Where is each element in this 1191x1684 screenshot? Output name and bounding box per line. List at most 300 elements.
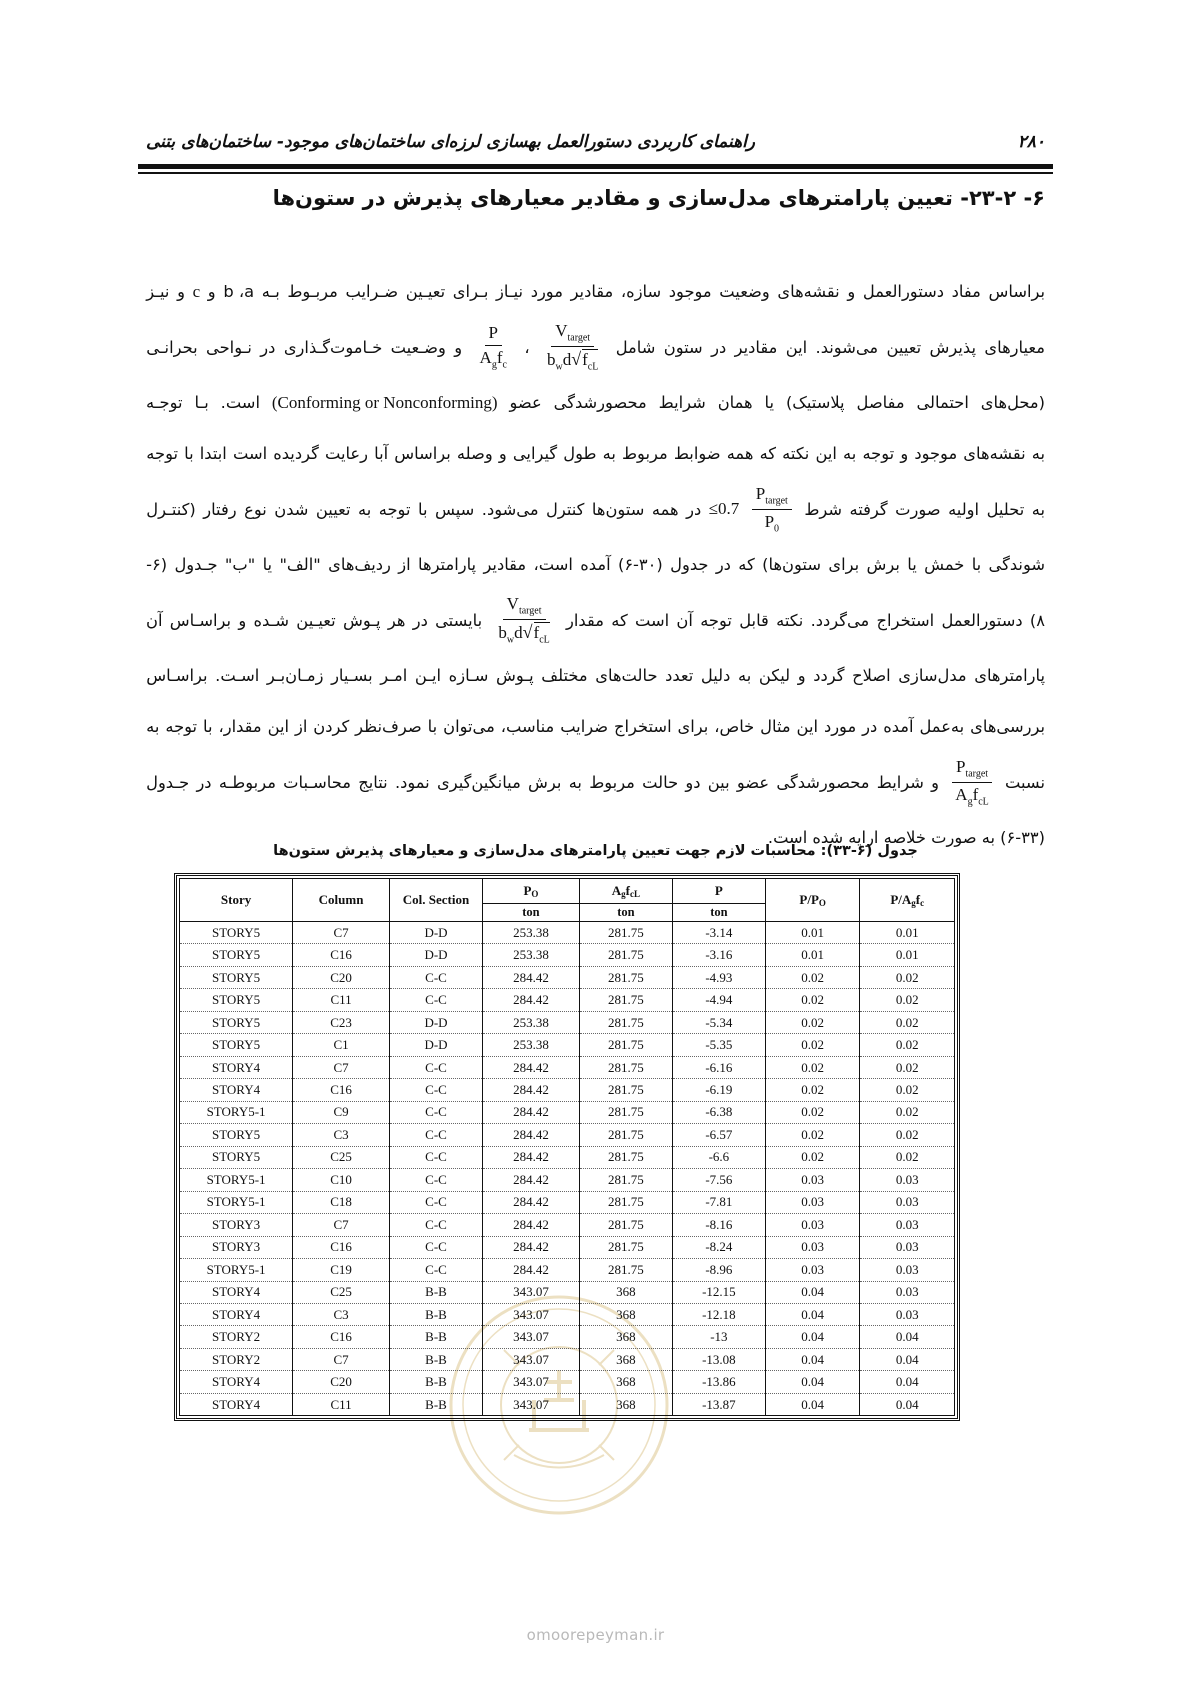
cell-p-agfc: 0.03 (860, 1169, 955, 1191)
word: شرایط (876, 772, 924, 792)
cell-col-section: C-C (390, 1079, 483, 1101)
word: توجه (700, 610, 732, 630)
word: توجه (165, 717, 198, 736)
cell-story: STORY4 (180, 1303, 293, 1325)
word: جـدول (146, 772, 190, 792)
cell-story: STORY5 (180, 1034, 293, 1056)
word: است. (220, 393, 260, 412)
unit-agfcl: ton (579, 903, 672, 921)
cell-column: C7 (293, 1056, 390, 1078)
table-row (180, 1236, 955, 1258)
word: صورت (895, 499, 941, 519)
book-title: راهنمای کاربردی دستورالعمل بهسازی لرزه‌ای ساختمان‌های موجود- ساختمان‌های بتنی (146, 132, 756, 152)
word: مربوطـه (218, 772, 276, 792)
word: آبا (374, 444, 389, 463)
word: محصورشدگی (553, 393, 647, 412)
word: بایستی (435, 610, 483, 630)
word: شامل (615, 337, 656, 357)
cell-col-section: D-D (390, 944, 483, 966)
word: یا (907, 555, 917, 574)
word: عضو (509, 393, 542, 412)
word: اسـت. (215, 666, 260, 685)
word: ضرایب (560, 717, 609, 736)
cell-p-po: 0.04 (765, 1326, 860, 1348)
cell-agfcl: 281.75 (579, 966, 672, 988)
word: جدول (670, 555, 709, 574)
fraction-v-target: $\frac{V_{target}}{b_wd√f_{cL}}$ (546, 321, 599, 373)
cell-p: -13 (672, 1326, 765, 1348)
cell-col-section: C-C (390, 1056, 483, 1078)
cell-p: -6.6 (672, 1146, 765, 1168)
text-line (146, 701, 1045, 752)
cell-po: 284.42 (483, 1259, 580, 1281)
word: محصورشدگی (776, 772, 870, 792)
cell-p-po: 0.02 (765, 966, 860, 988)
word: در (686, 499, 702, 519)
word: نتایج (358, 772, 388, 792)
cell-column: C16 (293, 944, 390, 966)
word: مفاصل (856, 393, 905, 412)
cell-p: -8.24 (672, 1236, 765, 1258)
cell-col-section: C-C (390, 1169, 483, 1191)
cell-col-section: C-C (390, 1124, 483, 1146)
word: گیرایی (512, 444, 558, 463)
word: مقادیر (734, 337, 778, 357)
body-paragraph (146, 266, 1045, 863)
cell-po: 253.38 (483, 1034, 580, 1056)
cell-column: C9 (293, 1101, 390, 1123)
cell-agfcl: 281.75 (579, 1191, 672, 1213)
unit-po: ton (483, 903, 580, 921)
word: شرط (804, 499, 843, 519)
word: می‌شود. (481, 499, 539, 519)
cell-col-section: C-C (390, 1259, 483, 1281)
cell-p-po: 0.04 (765, 1393, 860, 1415)
word: گردد (813, 666, 845, 685)
word: دستورالعمل (941, 610, 1023, 630)
cell-story: STORY4 (180, 1393, 293, 1415)
cell-po: 343.07 (483, 1371, 580, 1393)
word: به (602, 444, 616, 463)
table-row (180, 966, 955, 988)
cell-p: -6.19 (672, 1079, 765, 1101)
table-row (180, 944, 955, 966)
word: تعیین (886, 337, 922, 357)
text-line (146, 479, 1045, 539)
word: به‌عمل (919, 717, 965, 736)
word: یا (764, 393, 775, 412)
header-story: Story (180, 879, 293, 922)
cell-agfcl: 281.75 (579, 1146, 672, 1168)
word: اصلاح (852, 666, 891, 685)
word: نوع (244, 499, 267, 519)
comma: ، (524, 337, 530, 357)
cell-column: C3 (293, 1124, 390, 1146)
text-line (146, 752, 1045, 812)
word: نکته (776, 610, 804, 630)
cell-po: 253.38 (483, 1011, 580, 1033)
table-row (180, 1348, 955, 1370)
cell-story: STORY4 (180, 1281, 293, 1303)
word: (۶-۳۰) (617, 555, 663, 574)
cell-p: -13.86 (672, 1371, 765, 1393)
cell-p-agfc: 0.02 (860, 1101, 955, 1123)
word: ردیف‌های (328, 555, 391, 574)
word: ابتدا (199, 444, 227, 463)
cell-p: -5.34 (672, 1011, 765, 1033)
word: بین (707, 772, 730, 792)
cell-agfcl: 281.75 (579, 1236, 672, 1258)
word: و (207, 282, 216, 301)
word: توجه (378, 499, 411, 519)
word: با (203, 717, 213, 736)
table-row (180, 1011, 955, 1033)
cell-column: C7 (293, 1348, 390, 1370)
word: مدل‌سازی (898, 666, 967, 685)
word: یا (262, 555, 273, 574)
word: کردن (313, 717, 350, 736)
header-p-agfc: $P/A_gf_c$ (860, 879, 955, 922)
word: این (785, 337, 808, 357)
word: با (427, 717, 438, 736)
cell-po: 343.07 (483, 1303, 580, 1325)
cell-p-po: 0.04 (765, 1281, 860, 1303)
cell-story: STORY5-1 (180, 1259, 293, 1281)
cell-po: 284.42 (483, 966, 580, 988)
word: شرایط (658, 393, 706, 412)
cell-po: 284.42 (483, 1214, 580, 1236)
word: توجـه (146, 393, 183, 412)
word: این (796, 717, 818, 736)
word: مربوط (589, 772, 635, 792)
word: بحرانـی (146, 337, 198, 357)
cell-col-section: D-D (390, 1034, 483, 1056)
cell-p-agfc: 0.02 (860, 989, 955, 1011)
word: هر (387, 610, 406, 630)
word: با (417, 499, 428, 519)
word: بـه (261, 282, 280, 301)
cell-column: C11 (293, 1393, 390, 1415)
cell-p: -8.96 (672, 1259, 765, 1281)
cell-p-po: 0.02 (765, 1011, 860, 1033)
word: و (797, 666, 806, 685)
cell-agfcl: 281.75 (579, 1169, 672, 1191)
word: می‌گردد. (810, 610, 870, 630)
word: همه (726, 444, 754, 463)
word: است، (533, 555, 573, 574)
table-row (180, 989, 955, 1011)
word: مقادیر (570, 282, 614, 301)
word: برش (528, 772, 562, 792)
word: می‌شوند. (815, 337, 879, 357)
word: ستون‌ها) (762, 555, 821, 574)
word: شوندگی (988, 555, 1045, 574)
word: براسـاس (146, 666, 208, 685)
word: نسبت (1005, 772, 1045, 792)
cell-agfcl: 281.75 (579, 922, 672, 944)
word: محاسـبات (283, 772, 351, 792)
cell-p: -12.15 (672, 1281, 765, 1303)
page-number: ۲۸۰ (1017, 132, 1045, 152)
cell-p: -5.35 (672, 1034, 765, 1056)
cell-story: STORY5 (180, 989, 293, 1011)
word: مورد (823, 717, 857, 736)
word: از (294, 717, 308, 736)
word: "الف" (279, 555, 321, 574)
word: تعیـین (405, 282, 446, 301)
word: برای (677, 717, 709, 736)
cell-col-section: D-D (390, 1011, 483, 1033)
word: تعیین (315, 499, 351, 519)
word: و (900, 444, 909, 463)
cell-p-agfc: 0.03 (860, 1303, 955, 1325)
word: براساس (988, 282, 1045, 301)
word: (محل‌های (980, 393, 1045, 412)
cell-agfcl: 281.75 (579, 1101, 672, 1123)
word: ضـرایب (345, 282, 399, 301)
word: امـر (380, 666, 408, 685)
cell-story: STORY5 (180, 1146, 293, 1168)
cell-story: STORY4 (180, 1056, 293, 1078)
header-agfcl: $A_gf_{cL}$ (579, 879, 672, 904)
fraction-v-target: $\frac{V_{target}}{b_wd√f_{cL}}$ (498, 594, 550, 646)
word: در (196, 772, 212, 792)
word: رعایت (324, 444, 369, 463)
table-body (180, 922, 955, 1416)
cell-p-agfc: 0.01 (860, 922, 955, 944)
word: سپس (434, 499, 475, 519)
cell-p: -12.18 (672, 1303, 765, 1325)
word: دو (685, 772, 701, 792)
word: پارامترها (418, 555, 477, 574)
table-row (180, 1169, 955, 1191)
cell-agfcl: 281.75 (579, 1011, 672, 1033)
word: در (412, 610, 428, 630)
word: که (611, 610, 628, 630)
word: رفتار (203, 499, 237, 519)
cell-column: C7 (293, 922, 390, 944)
word: قابل (739, 610, 769, 630)
cell-p-po: 0.01 (765, 922, 860, 944)
cell-p-agfc: 0.03 (860, 1236, 955, 1258)
cell-column: C20 (293, 966, 390, 988)
word: با (184, 444, 194, 463)
word: موجود (668, 282, 712, 301)
cell-po: 284.42 (483, 1146, 580, 1168)
cell-col-section: C-C (390, 1101, 483, 1123)
table-row (180, 922, 955, 944)
cell-po: 284.42 (483, 1056, 580, 1078)
cell-p: -13.87 (672, 1393, 765, 1415)
word: ستون (663, 337, 703, 357)
word: در (260, 337, 276, 357)
cell-p-agfc: 0.03 (860, 1259, 955, 1281)
cell-p: -3.16 (672, 944, 765, 966)
table-row (180, 1079, 955, 1101)
cell-p-po: 0.02 (765, 989, 860, 1011)
cell-p-po: 0.02 (765, 1034, 860, 1056)
word: ۸) (1029, 610, 1045, 630)
word: نـواحی (206, 337, 252, 357)
word: پذیرش (929, 337, 976, 357)
word: ستون‌ها (591, 499, 645, 519)
cell-agfcl: 281.75 (579, 1079, 672, 1101)
word: خمش (924, 555, 965, 574)
cell-p-po: 0.04 (765, 1303, 860, 1325)
cell-agfcl: 281.75 (579, 1214, 672, 1236)
cell-story: STORY3 (180, 1236, 293, 1258)
text-line (146, 590, 1045, 650)
cell-p-po: 0.02 (765, 1146, 860, 1168)
cell-p-po: 0.04 (765, 1371, 860, 1393)
cell-po: 284.42 (483, 1191, 580, 1213)
cell-p-agfc: 0.02 (860, 966, 955, 988)
word: پلاستیک) (785, 393, 845, 412)
word: در (862, 717, 878, 736)
word: لیکن (758, 666, 791, 685)
cell-agfcl: 368 (579, 1371, 672, 1393)
word: مفاد (951, 282, 981, 301)
cell-p-po: 0.02 (765, 1124, 860, 1146)
cell-po: 284.42 (483, 1124, 580, 1146)
cell-column: C25 (293, 1281, 390, 1303)
word: پارامترهای (974, 666, 1045, 685)
word: استخراج (613, 717, 672, 736)
word: نقشه‌های (963, 444, 1026, 463)
word: سـازه (448, 666, 489, 685)
cell-column: C11 (293, 989, 390, 1011)
cell-agfcl: 368 (579, 1281, 672, 1303)
data-table-frame (174, 873, 960, 1421)
cell-p: -7.56 (672, 1169, 765, 1191)
table-row (180, 1259, 955, 1281)
header-po: $P_O$ (483, 879, 580, 904)
cell-col-section: B-B (390, 1371, 483, 1393)
cell-p: -4.93 (672, 966, 765, 988)
cell-p-po: 0.03 (765, 1259, 860, 1281)
word: مختلف (541, 666, 588, 685)
cell-column: C1 (293, 1034, 390, 1056)
cell-agfcl: 368 (579, 1326, 672, 1348)
cell-p-agfc: 0.02 (860, 1146, 955, 1168)
cell-p-agfc: 0.02 (860, 1034, 955, 1056)
cell-story: STORY3 (180, 1214, 293, 1236)
table-row (180, 1371, 955, 1393)
table-row (180, 1146, 955, 1168)
cell-p-po: 0.02 (765, 1079, 860, 1101)
cell-agfcl: 281.75 (579, 1124, 672, 1146)
word: ایـن (414, 666, 442, 685)
word: خـاموت‌گـذاری (283, 337, 383, 357)
header-col-section: Col. Section (390, 879, 483, 922)
cell-column: C19 (293, 1259, 390, 1281)
word: تحلیل (986, 499, 1025, 519)
cell-agfcl: 281.75 (579, 944, 672, 966)
word: زمـان‌بـر (266, 666, 324, 685)
text-line (146, 266, 1045, 317)
table-row (180, 1281, 955, 1303)
word: نمود. (394, 772, 430, 792)
cell-po: 284.42 (483, 1079, 580, 1101)
word: دلیل (700, 666, 731, 685)
word: گرفته (849, 499, 888, 519)
fraction-p-target-agfcl: $\frac{P_{target}}{A_gf_{cL}}$ (951, 757, 993, 808)
cell-po: 253.38 (483, 922, 580, 944)
word: و (847, 282, 856, 301)
word: کنترل (546, 499, 585, 519)
word: طول (563, 444, 597, 463)
cell-p-po: 0.03 (765, 1169, 860, 1191)
header-p-po: $P/P_O$ (765, 879, 860, 922)
word: است (232, 444, 268, 463)
word: شـده (253, 610, 290, 630)
cell-p-agfc: 0.03 (860, 1281, 955, 1303)
cell-p: -4.94 (672, 989, 765, 1011)
word: و (498, 444, 507, 463)
word: برای (828, 555, 860, 574)
text-line (146, 377, 1045, 428)
word: آمده (580, 555, 611, 574)
cell-story: STORY5 (180, 922, 293, 944)
word: است (634, 610, 670, 630)
word: می‌توان (443, 717, 495, 736)
condition-value: ≤0.7 (708, 499, 740, 518)
cell-p-agfc: 0.02 (860, 1056, 955, 1078)
cell-p-agfc: 0.02 (860, 1079, 955, 1101)
cell-p-agfc: 0.04 (860, 1371, 955, 1393)
word: و (454, 337, 463, 357)
word: گردیده (273, 444, 319, 463)
word: معیارهای (984, 337, 1045, 357)
site-watermark: omoorepeyman.ir (526, 1626, 665, 1644)
cell-column: C16 (293, 1079, 390, 1101)
cell-p-po: 0.02 (765, 1101, 860, 1123)
table-row (180, 1303, 955, 1325)
cell-p-agfc: 0.04 (860, 1326, 955, 1348)
word: به (1031, 499, 1045, 519)
word: احتمالی (916, 393, 969, 412)
word: نقشه‌های (777, 282, 840, 301)
fraction-p-target-p0: $\frac{P_{target}}{P_0}$ (752, 484, 792, 535)
word: براساس (394, 444, 451, 463)
cell-agfcl: 368 (579, 1393, 672, 1415)
word: پـوش (342, 610, 381, 630)
word: بررسی‌های (970, 717, 1045, 736)
cell-p: -7.81 (672, 1191, 765, 1213)
cell-p-agfc: 0.03 (860, 1214, 955, 1236)
word: مناسب، (500, 717, 555, 736)
cell-column: C7 (293, 1214, 390, 1236)
word: بسـیار (331, 666, 373, 685)
word: از (398, 555, 411, 574)
header-rule-thick (138, 164, 1053, 169)
word: به (1031, 444, 1045, 463)
cell-story: STORY5 (180, 1124, 293, 1146)
cell-col-section: C-C (390, 1191, 483, 1213)
header-p: P (672, 879, 765, 904)
cell-agfcl: 368 (579, 1303, 672, 1325)
cell-p-po: 0.04 (765, 1348, 860, 1370)
cell-agfcl: 368 (579, 1348, 672, 1370)
cell-p: -6.38 (672, 1101, 765, 1123)
word: و (177, 282, 185, 301)
word: آن (146, 610, 163, 630)
word: ضوابط (673, 444, 721, 463)
cell-p-agfc: 0.02 (860, 1011, 955, 1033)
word: مربـوط (287, 282, 338, 301)
word: همه (651, 499, 679, 519)
cell-column: C10 (293, 1169, 390, 1191)
